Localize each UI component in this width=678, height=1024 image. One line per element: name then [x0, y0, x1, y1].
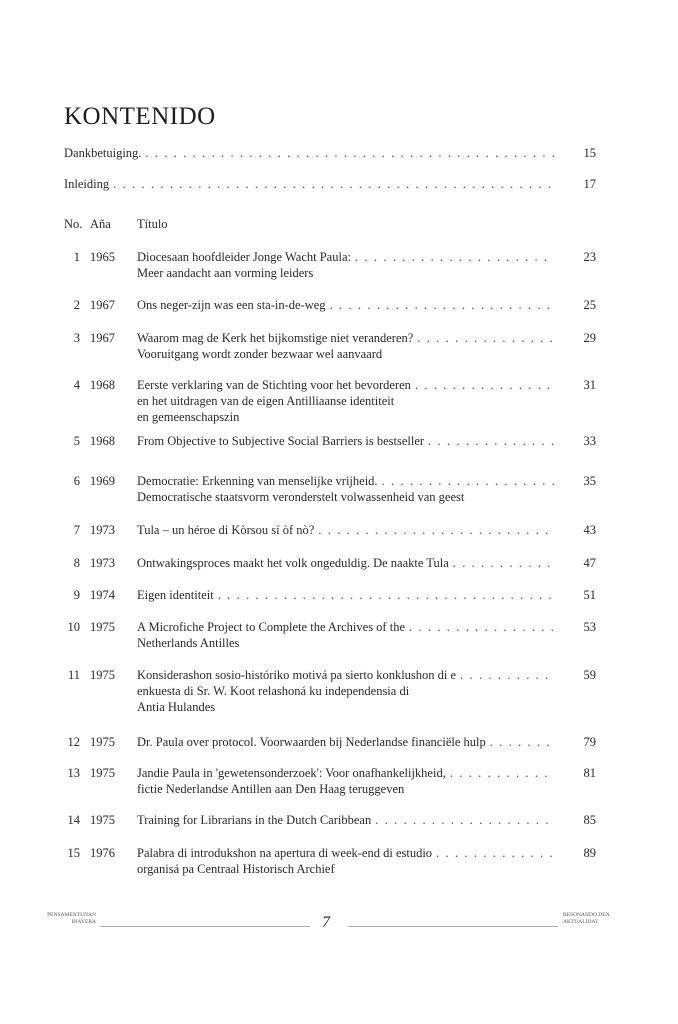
footer-rule-left	[100, 926, 310, 927]
entry-first-line	[137, 845, 596, 861]
entry-title-continuation: en gemeenschapszin	[137, 410, 240, 424]
entry-page-number: 33	[583, 434, 596, 448]
entry-body	[137, 473, 596, 505]
entry-body	[137, 522, 596, 538]
entry-first-line	[137, 433, 596, 449]
entry-first-line	[137, 765, 596, 781]
entry-year: 1975	[90, 735, 115, 749]
entry-first-line	[137, 734, 596, 750]
entry-body	[137, 377, 596, 425]
entry-number: 3	[73, 331, 80, 345]
footer-right-label	[563, 912, 610, 926]
entry-first-line	[64, 145, 596, 161]
entry-first-line	[137, 619, 596, 635]
entry-year: 1973	[90, 523, 115, 537]
entry-number: 5	[73, 434, 80, 448]
entry-number: 14	[67, 813, 80, 827]
entry-year: 1967	[90, 331, 115, 345]
entry-page-number: 43	[583, 523, 596, 537]
entry-number: 2	[73, 298, 80, 312]
entry-title: Eigen identiteit	[137, 588, 214, 602]
entry-title-continuation: fictie Nederlandse Antillen aan Den Haag teruggeven	[137, 782, 405, 796]
entry-title: Democratie: Erkenning van menselijke vrijheid.	[137, 474, 378, 488]
entry-title: Diocesaan hoofdleider Jonge Wacht Paula:	[137, 250, 351, 264]
dot-leader	[145, 145, 554, 161]
dot-leader	[382, 473, 554, 489]
front-matter-item[interactable]	[64, 176, 596, 192]
dot-leader	[218, 587, 554, 603]
entry-first-line	[64, 176, 596, 192]
entry-number: 6	[73, 474, 80, 488]
entry-first-line	[137, 522, 596, 538]
toc-entry[interactable]	[64, 619, 596, 651]
entry-page-number: 23	[583, 250, 596, 264]
entry-body	[137, 330, 596, 362]
entry-number: 4	[73, 378, 80, 392]
footer-right-line: AKTUALIDAT	[563, 919, 599, 925]
entry-year: 1974	[90, 588, 115, 602]
entry-number: 8	[73, 556, 80, 570]
toc-entry[interactable]	[64, 433, 596, 449]
entry-title: Ontwakingsproces maakt het volk ongeduldig. De naakte Tula	[137, 556, 449, 570]
entry-first-line	[137, 249, 596, 265]
entry-body	[137, 765, 596, 797]
entry-title: Jandie Paula in 'gewetensonderzoek': Voor onafhankelijkheid,	[137, 766, 446, 780]
entry-title-continuation: organisá pa Centraal Historisch Archief	[137, 862, 335, 876]
entry-first-line	[137, 587, 596, 603]
entry-year: 1965	[90, 250, 115, 264]
entry-page-number: 35	[583, 474, 596, 488]
entry-page-number: 47	[583, 556, 596, 570]
entry-body	[137, 812, 596, 828]
footer-left-label	[34, 912, 96, 926]
entry-page-number: 15	[583, 146, 596, 160]
entry-title-continuation: Antia Hulandes	[137, 700, 216, 714]
column-header-no: No.	[64, 217, 83, 231]
toc-entry[interactable]	[64, 812, 596, 828]
entry-year: 1975	[90, 766, 115, 780]
entry-first-line	[137, 667, 596, 683]
entry-body	[137, 734, 596, 750]
entry-body	[137, 587, 596, 603]
toc-entry[interactable]	[64, 587, 596, 603]
entry-page-number: 53	[583, 620, 596, 634]
dot-leader	[428, 433, 554, 449]
toc-entry[interactable]	[64, 377, 596, 425]
entry-title: A Microfiche Project to Complete the Archives of the	[137, 620, 405, 634]
dot-leader	[460, 667, 554, 683]
footer-left-line: PENSAMENTUNAN	[47, 912, 96, 918]
column-header-year: Aña	[90, 217, 111, 231]
dot-leader	[415, 377, 554, 393]
toc-entry[interactable]	[64, 765, 596, 797]
entry-year: 1975	[90, 620, 115, 634]
entry-body	[64, 176, 596, 192]
entry-body	[137, 667, 596, 715]
toc-entry[interactable]	[64, 845, 596, 877]
toc-entry[interactable]	[64, 330, 596, 362]
entry-page-number: 81	[583, 766, 596, 780]
entry-title: Tula – un héroe di Kòrsou sí òf nò?	[137, 523, 315, 537]
toc-entry[interactable]	[64, 249, 596, 281]
dot-leader	[450, 765, 554, 781]
entry-body	[137, 433, 596, 449]
entry-page-number: 31	[583, 378, 596, 392]
entry-title-continuation: enkuesta di Sr. W. Koot relashoná ku independensia di	[137, 684, 410, 698]
entry-year: 1969	[90, 474, 115, 488]
toc-entry[interactable]	[64, 555, 596, 571]
dot-leader	[436, 845, 554, 861]
entry-number: 7	[73, 523, 80, 537]
entry-first-line	[137, 473, 596, 489]
entry-title: Training for Librarians in the Dutch Caribbean	[137, 813, 372, 827]
entry-page-number: 85	[583, 813, 596, 827]
entry-page-number: 51	[583, 588, 596, 602]
entry-page-number: 79	[583, 735, 596, 749]
page-title: KONTENIDO	[64, 103, 216, 130]
dot-leader	[330, 297, 554, 313]
toc-entry[interactable]	[64, 734, 596, 750]
entry-title-continuation: Democratische staatsvorm veronderstelt volwassenheid van geest	[137, 490, 465, 504]
entry-number: 11	[67, 668, 80, 682]
dot-leader	[490, 734, 554, 750]
dot-leader	[375, 812, 554, 828]
entry-number: 9	[73, 588, 80, 602]
entry-title: Konsiderashon sosio-históriko motivá pa sierto konklushon di e	[137, 668, 457, 682]
dot-leader	[355, 249, 554, 265]
page-footer	[0, 912, 678, 942]
entry-first-line	[137, 555, 596, 571]
toc-entry[interactable]	[64, 297, 596, 313]
entry-year: 1968	[90, 378, 115, 392]
dot-leader	[409, 619, 554, 635]
entry-title: Inleiding	[64, 177, 110, 191]
front-matter-item[interactable]	[64, 145, 596, 161]
entry-body	[137, 845, 596, 877]
toc-entry[interactable]	[64, 522, 596, 538]
entry-title: From Objective to Subjective Social Barriers is bestseller	[137, 434, 425, 448]
entry-title: Dr. Paula over protocol. Voorwaarden bij Nederlandse financiële hulp	[137, 735, 486, 749]
dot-leader	[453, 555, 554, 571]
entry-body	[137, 249, 596, 281]
entry-title-continuation: Vooruitgang wordt zonder bezwaar wel aanvaard	[137, 347, 383, 361]
entry-year: 1973	[90, 556, 115, 570]
entry-number: 13	[67, 766, 80, 780]
entry-year: 1968	[90, 434, 115, 448]
dot-leader	[318, 522, 554, 538]
footer-right-line: RESONANDO DEN	[563, 912, 610, 918]
footer-rule-right	[348, 926, 558, 927]
entry-year: 1975	[90, 668, 115, 682]
entry-title: Dankbetuiging.	[64, 146, 142, 160]
page-number: 7	[322, 914, 330, 931]
entry-title: Palabra di introdukshon na apertura di week-end di estudio	[137, 846, 433, 860]
column-header-title: Título	[137, 217, 168, 231]
entry-year: 1976	[90, 846, 115, 860]
entry-title: Ons neger-zijn was een sta-in-de-weg	[137, 298, 326, 312]
entry-body	[137, 555, 596, 571]
entry-number: 12	[67, 735, 80, 749]
entry-number: 1	[73, 250, 80, 264]
entry-year: 1967	[90, 298, 115, 312]
entry-page-number: 89	[583, 846, 596, 860]
entry-body	[137, 619, 596, 651]
entry-page-number: 25	[583, 298, 596, 312]
entry-number: 15	[67, 846, 80, 860]
entry-body	[137, 297, 596, 313]
toc-entry[interactable]	[64, 473, 596, 505]
entry-first-line	[137, 377, 596, 393]
entry-title-continuation: Netherlands Antilles	[137, 636, 240, 650]
entry-first-line	[137, 330, 596, 346]
entry-page-number: 17	[583, 177, 596, 191]
entry-body	[64, 145, 596, 161]
dot-leader	[417, 330, 554, 346]
entry-number: 10	[67, 620, 80, 634]
entry-page-number: 59	[583, 668, 596, 682]
footer-left-line: DJAYERA	[71, 919, 96, 925]
dot-leader	[113, 176, 554, 192]
entry-title-continuation: Meer aandacht aan vorming leiders	[137, 266, 314, 280]
entry-title: Waarom mag de Kerk het bijkomstige niet veranderen?	[137, 331, 414, 345]
entry-year: 1975	[90, 813, 115, 827]
entry-first-line	[137, 812, 596, 828]
entry-title: Eerste verklaring van de Stichting voor het bevorderen	[137, 378, 411, 392]
toc-entry[interactable]	[64, 667, 596, 715]
entry-first-line	[137, 297, 596, 313]
entry-page-number: 29	[583, 331, 596, 345]
entry-title-continuation: en het uitdragen van de eigen Antilliaanse identiteit	[137, 394, 395, 408]
